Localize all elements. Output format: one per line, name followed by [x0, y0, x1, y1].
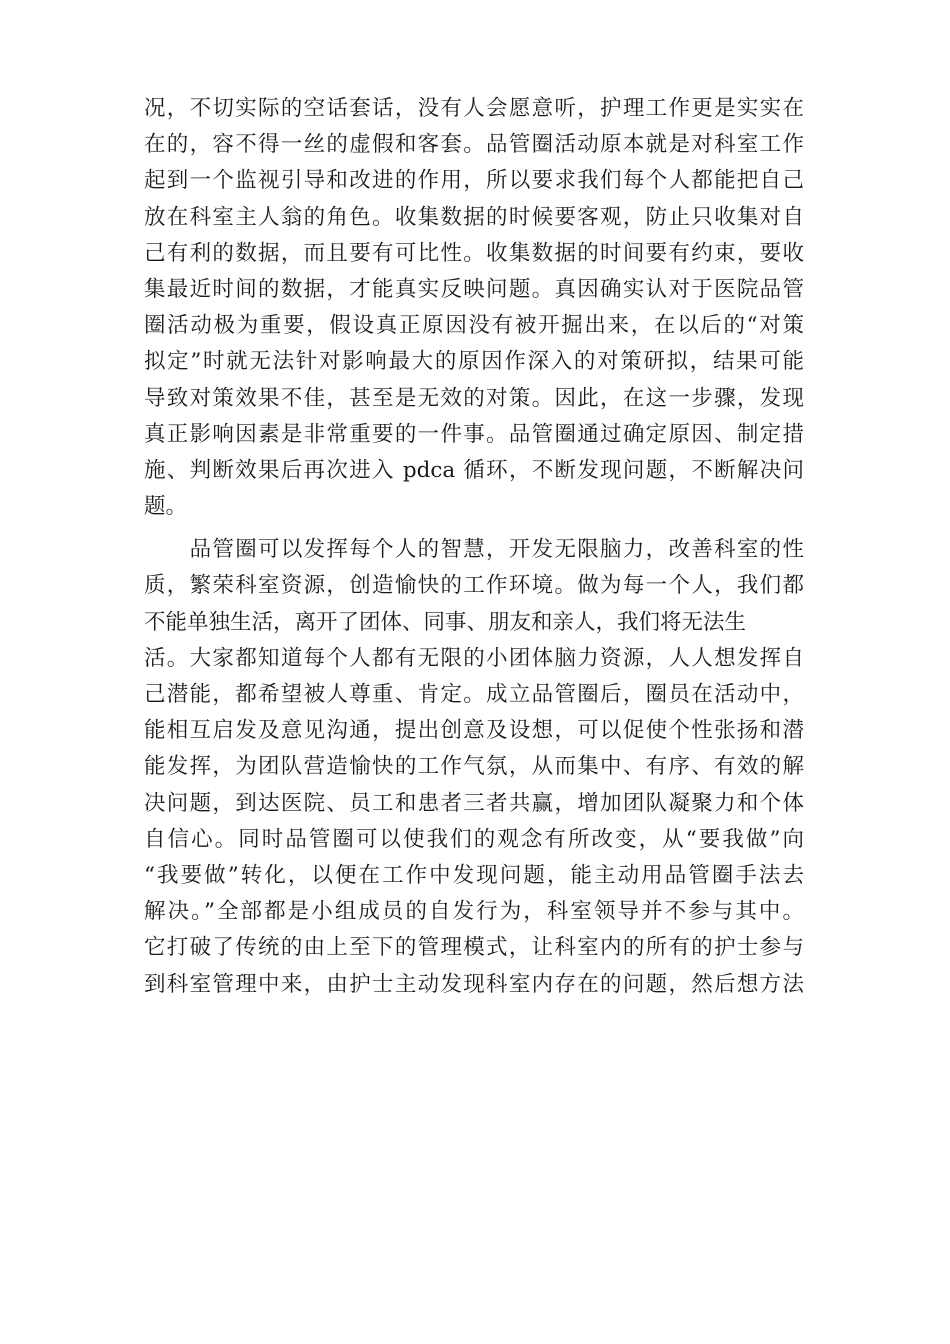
text-line: 能发挥，为团队营造愉快的工作气氛，从而集中、有序、有效的解 — [144, 754, 804, 780]
text-line: 起到一个监视引导和改进的作用，所以要求我们每个人都能把自己 — [144, 168, 804, 194]
paragraph-2 — [144, 532, 804, 1002]
text-line: 拟定”时就无法针对影响最大的原因作深入的对策研拟，结果可能 — [144, 349, 804, 375]
text-line: 解决。”全部都是小组成员的自发行为，科室领导并不参与其中。 — [144, 899, 804, 925]
paragraph-1 — [144, 91, 804, 525]
text-line: 在的，容不得一丝的虚假和客套。品管圈活动原本就是对科室工作 — [144, 132, 804, 158]
text-line: 己有利的数据，而且要有可比性。收集数据的时间要有约束，要收 — [144, 240, 804, 266]
text-line: “我要做”转化，以便在工作中发现问题，能主动用品管圈手法去 — [144, 862, 804, 888]
text-line: 到科室管理中来，由护士主动发现科室内存在的问题，然后想方法 — [144, 971, 804, 997]
text-line: 品管圈可以发挥每个人的智慧，开发无限脑力，改善科室的性 — [144, 537, 804, 563]
text-line: 况，不切实际的空话套话，没有人会愿意听，护理工作更是实实在 — [144, 96, 804, 121]
text-line: 圈活动极为重要，假设真正原因没有被开掘出来，在以后的“对策 — [144, 313, 804, 339]
text-line: 不能单独生活，离开了团体、同事、朋友和亲人，我们将无法生 — [144, 609, 747, 635]
text-line: 施、判断效果后再次进入 pdca 循环，不断发现问题，不断解决问 — [144, 457, 804, 483]
text-line: 导致对策效果不佳，甚至是无效的对策。因此，在这一步骤，发现 — [144, 385, 804, 411]
text-line: 活。大家都知道每个人都有无限的小团体脑力资源，人人想发挥自 — [144, 645, 804, 671]
text-line: 题。 — [144, 494, 188, 520]
text-line: 能相互启发及意见沟通，提出创意及设想，可以促使个性张扬和潜 — [144, 718, 804, 744]
text-line: 放在科室主人翁的角色。收集数据的时候要客观，防止只收集对自 — [144, 204, 804, 230]
text-line: 决问题，到达医院、员工和患者三者共赢，增加团队凝聚力和个体 — [144, 790, 804, 816]
text-line: 质，繁荣科室资源，创造愉快的工作环境。做为每一个人，我们都 — [144, 573, 804, 599]
paragraph-gap — [144, 525, 804, 532]
text-line: 它打破了传统的由上至下的管理模式，让科室内的所有的护士参与 — [144, 935, 804, 961]
text-line: 真正影响因素是非常重要的一件事。品管圈通过确定原因、制定措 — [144, 421, 804, 447]
text-line: 自信心。同时品管圈可以使我们的观念有所改变，从“要我做”向 — [144, 826, 804, 852]
text-line: 己潜能，都希望被人尊重、肯定。成立品管圈后，圈员在活动中， — [144, 682, 804, 707]
body-text — [144, 91, 804, 1003]
text-line: 集最近时间的数据，才能真实反映问题。真因确实认对于医院品管 — [144, 276, 804, 302]
